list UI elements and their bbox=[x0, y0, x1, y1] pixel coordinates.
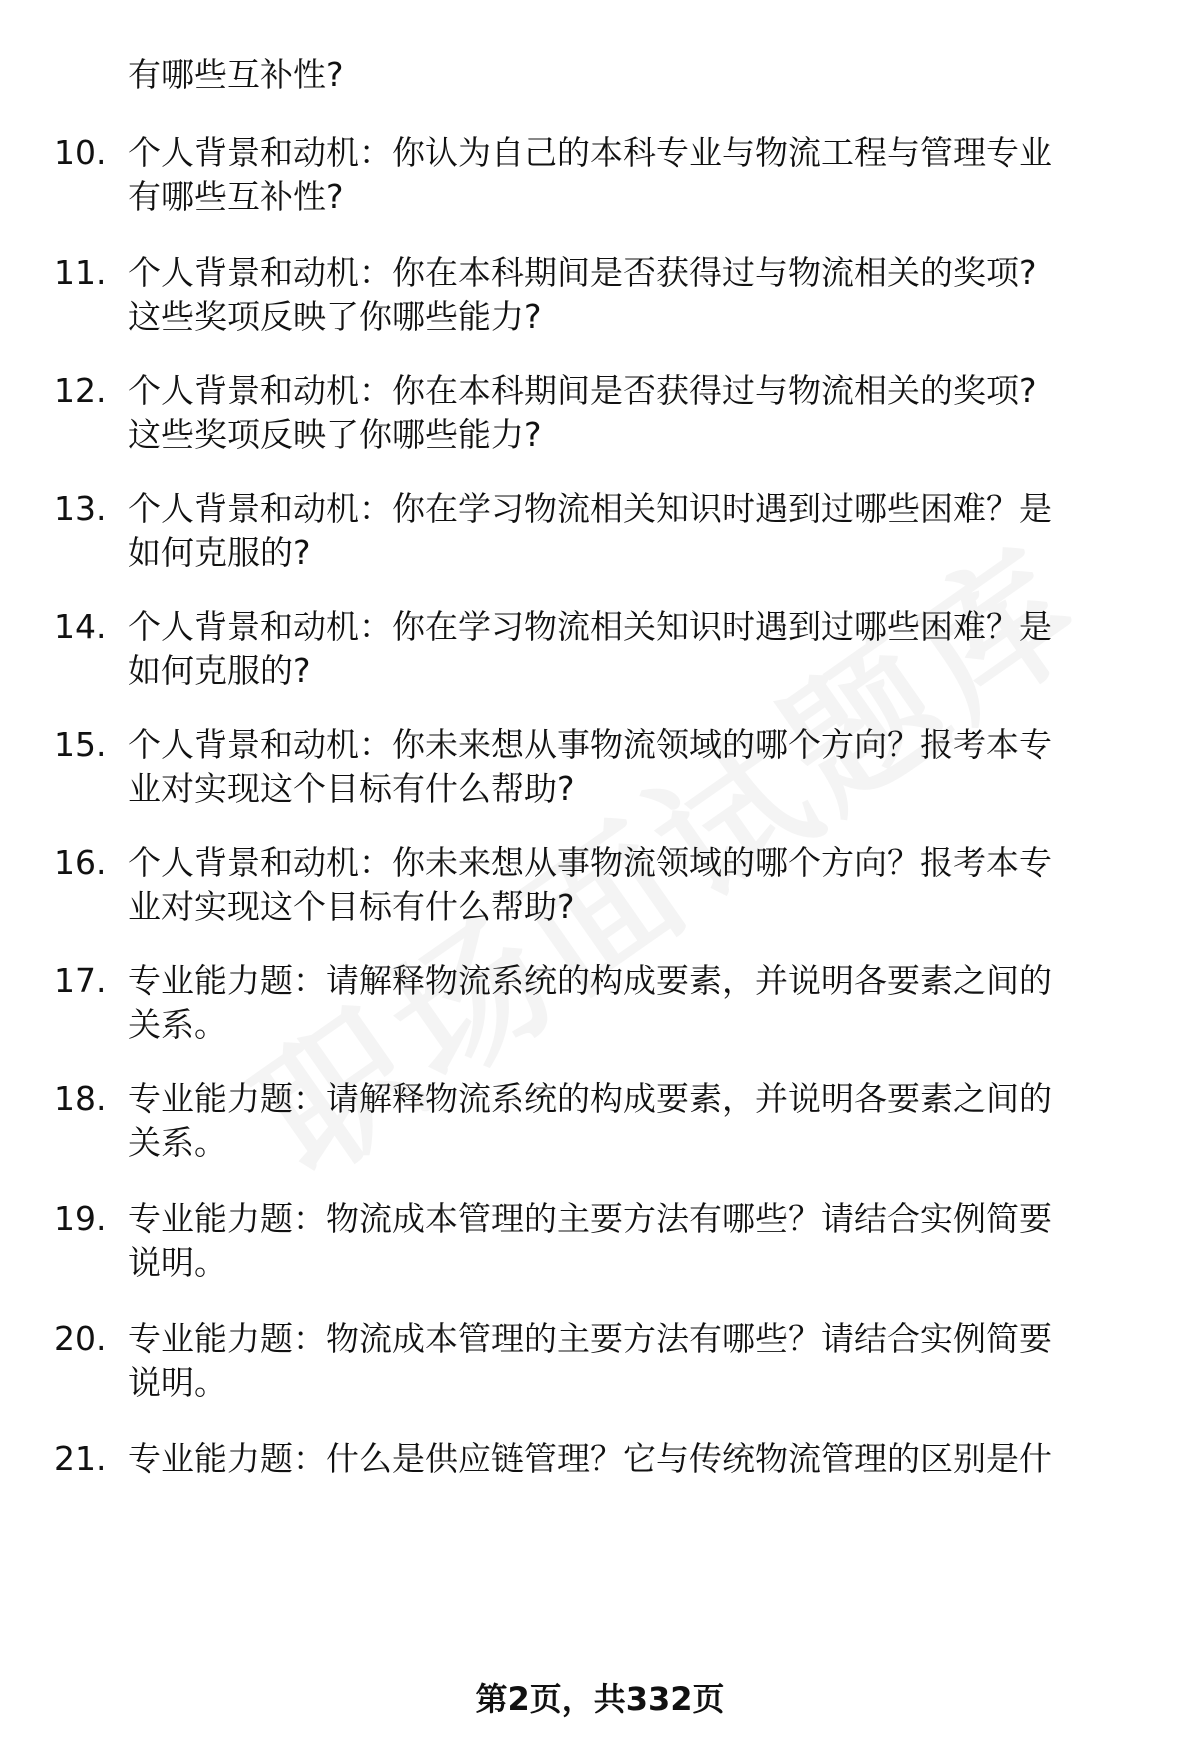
question-number: 20. bbox=[54, 1319, 107, 1358]
question-number: 16. bbox=[54, 843, 107, 882]
continuation-text: 有哪些互补性? bbox=[128, 55, 344, 94]
question-number: 14. bbox=[54, 607, 107, 646]
question-number: 12. bbox=[54, 371, 107, 410]
question-text: 业对实现这个目标有什么帮助? bbox=[128, 887, 575, 926]
question-text: 有哪些互补性? bbox=[128, 177, 344, 216]
question-number: 21. bbox=[54, 1439, 107, 1478]
question-text: 如何克服的? bbox=[128, 651, 311, 690]
question-text: 关系。 bbox=[128, 1123, 227, 1162]
question-number: 19. bbox=[54, 1199, 107, 1238]
question-text: 专业能力题：物流成本管理的主要方法有哪些？请结合实例简要 bbox=[128, 1319, 1052, 1358]
question-number: 17. bbox=[54, 961, 107, 1000]
question-text: 个人背景和动机：你在本科期间是否获得过与物流相关的奖项? bbox=[128, 253, 1037, 292]
question-number: 18. bbox=[54, 1079, 107, 1118]
question-text: 专业能力题：什么是供应链管理？它与传统物流管理的区别是什 bbox=[128, 1439, 1052, 1478]
question-text: 这些奖项反映了你哪些能力? bbox=[128, 297, 542, 336]
question-number: 11. bbox=[54, 253, 107, 292]
question-text: 专业能力题：请解释物流系统的构成要素，并说明各要素之间的 bbox=[128, 1079, 1052, 1118]
question-text: 业对实现这个目标有什么帮助? bbox=[128, 769, 575, 808]
question-text: 说明。 bbox=[128, 1243, 227, 1282]
question-text: 个人背景和动机：你认为自己的本科专业与物流工程与管理专业 bbox=[128, 133, 1052, 172]
question-text: 说明。 bbox=[128, 1363, 227, 1402]
page-footer: 第2页，共332页 bbox=[475, 1680, 725, 1718]
question-text: 个人背景和动机：你在学习物流相关知识时遇到过哪些困难？是 bbox=[128, 489, 1052, 528]
question-text: 个人背景和动机：你在学习物流相关知识时遇到过哪些困难？是 bbox=[128, 607, 1052, 646]
question-text: 关系。 bbox=[128, 1005, 227, 1044]
question-number: 10. bbox=[54, 133, 107, 172]
question-text: 专业能力题：请解释物流系统的构成要素，并说明各要素之间的 bbox=[128, 961, 1052, 1000]
question-text: 个人背景和动机：你未来想从事物流领域的哪个方向？报考本专 bbox=[128, 843, 1052, 882]
question-number: 13. bbox=[54, 489, 107, 528]
question-number: 15. bbox=[54, 725, 107, 764]
question-text: 如何克服的? bbox=[128, 533, 311, 572]
question-text: 这些奖项反映了你哪些能力? bbox=[128, 415, 542, 454]
question-text: 个人背景和动机：你在本科期间是否获得过与物流相关的奖项? bbox=[128, 371, 1037, 410]
question-text: 专业能力题：物流成本管理的主要方法有哪些？请结合实例简要 bbox=[128, 1199, 1052, 1238]
question-text: 个人背景和动机：你未来想从事物流领域的哪个方向？报考本专 bbox=[128, 725, 1052, 764]
